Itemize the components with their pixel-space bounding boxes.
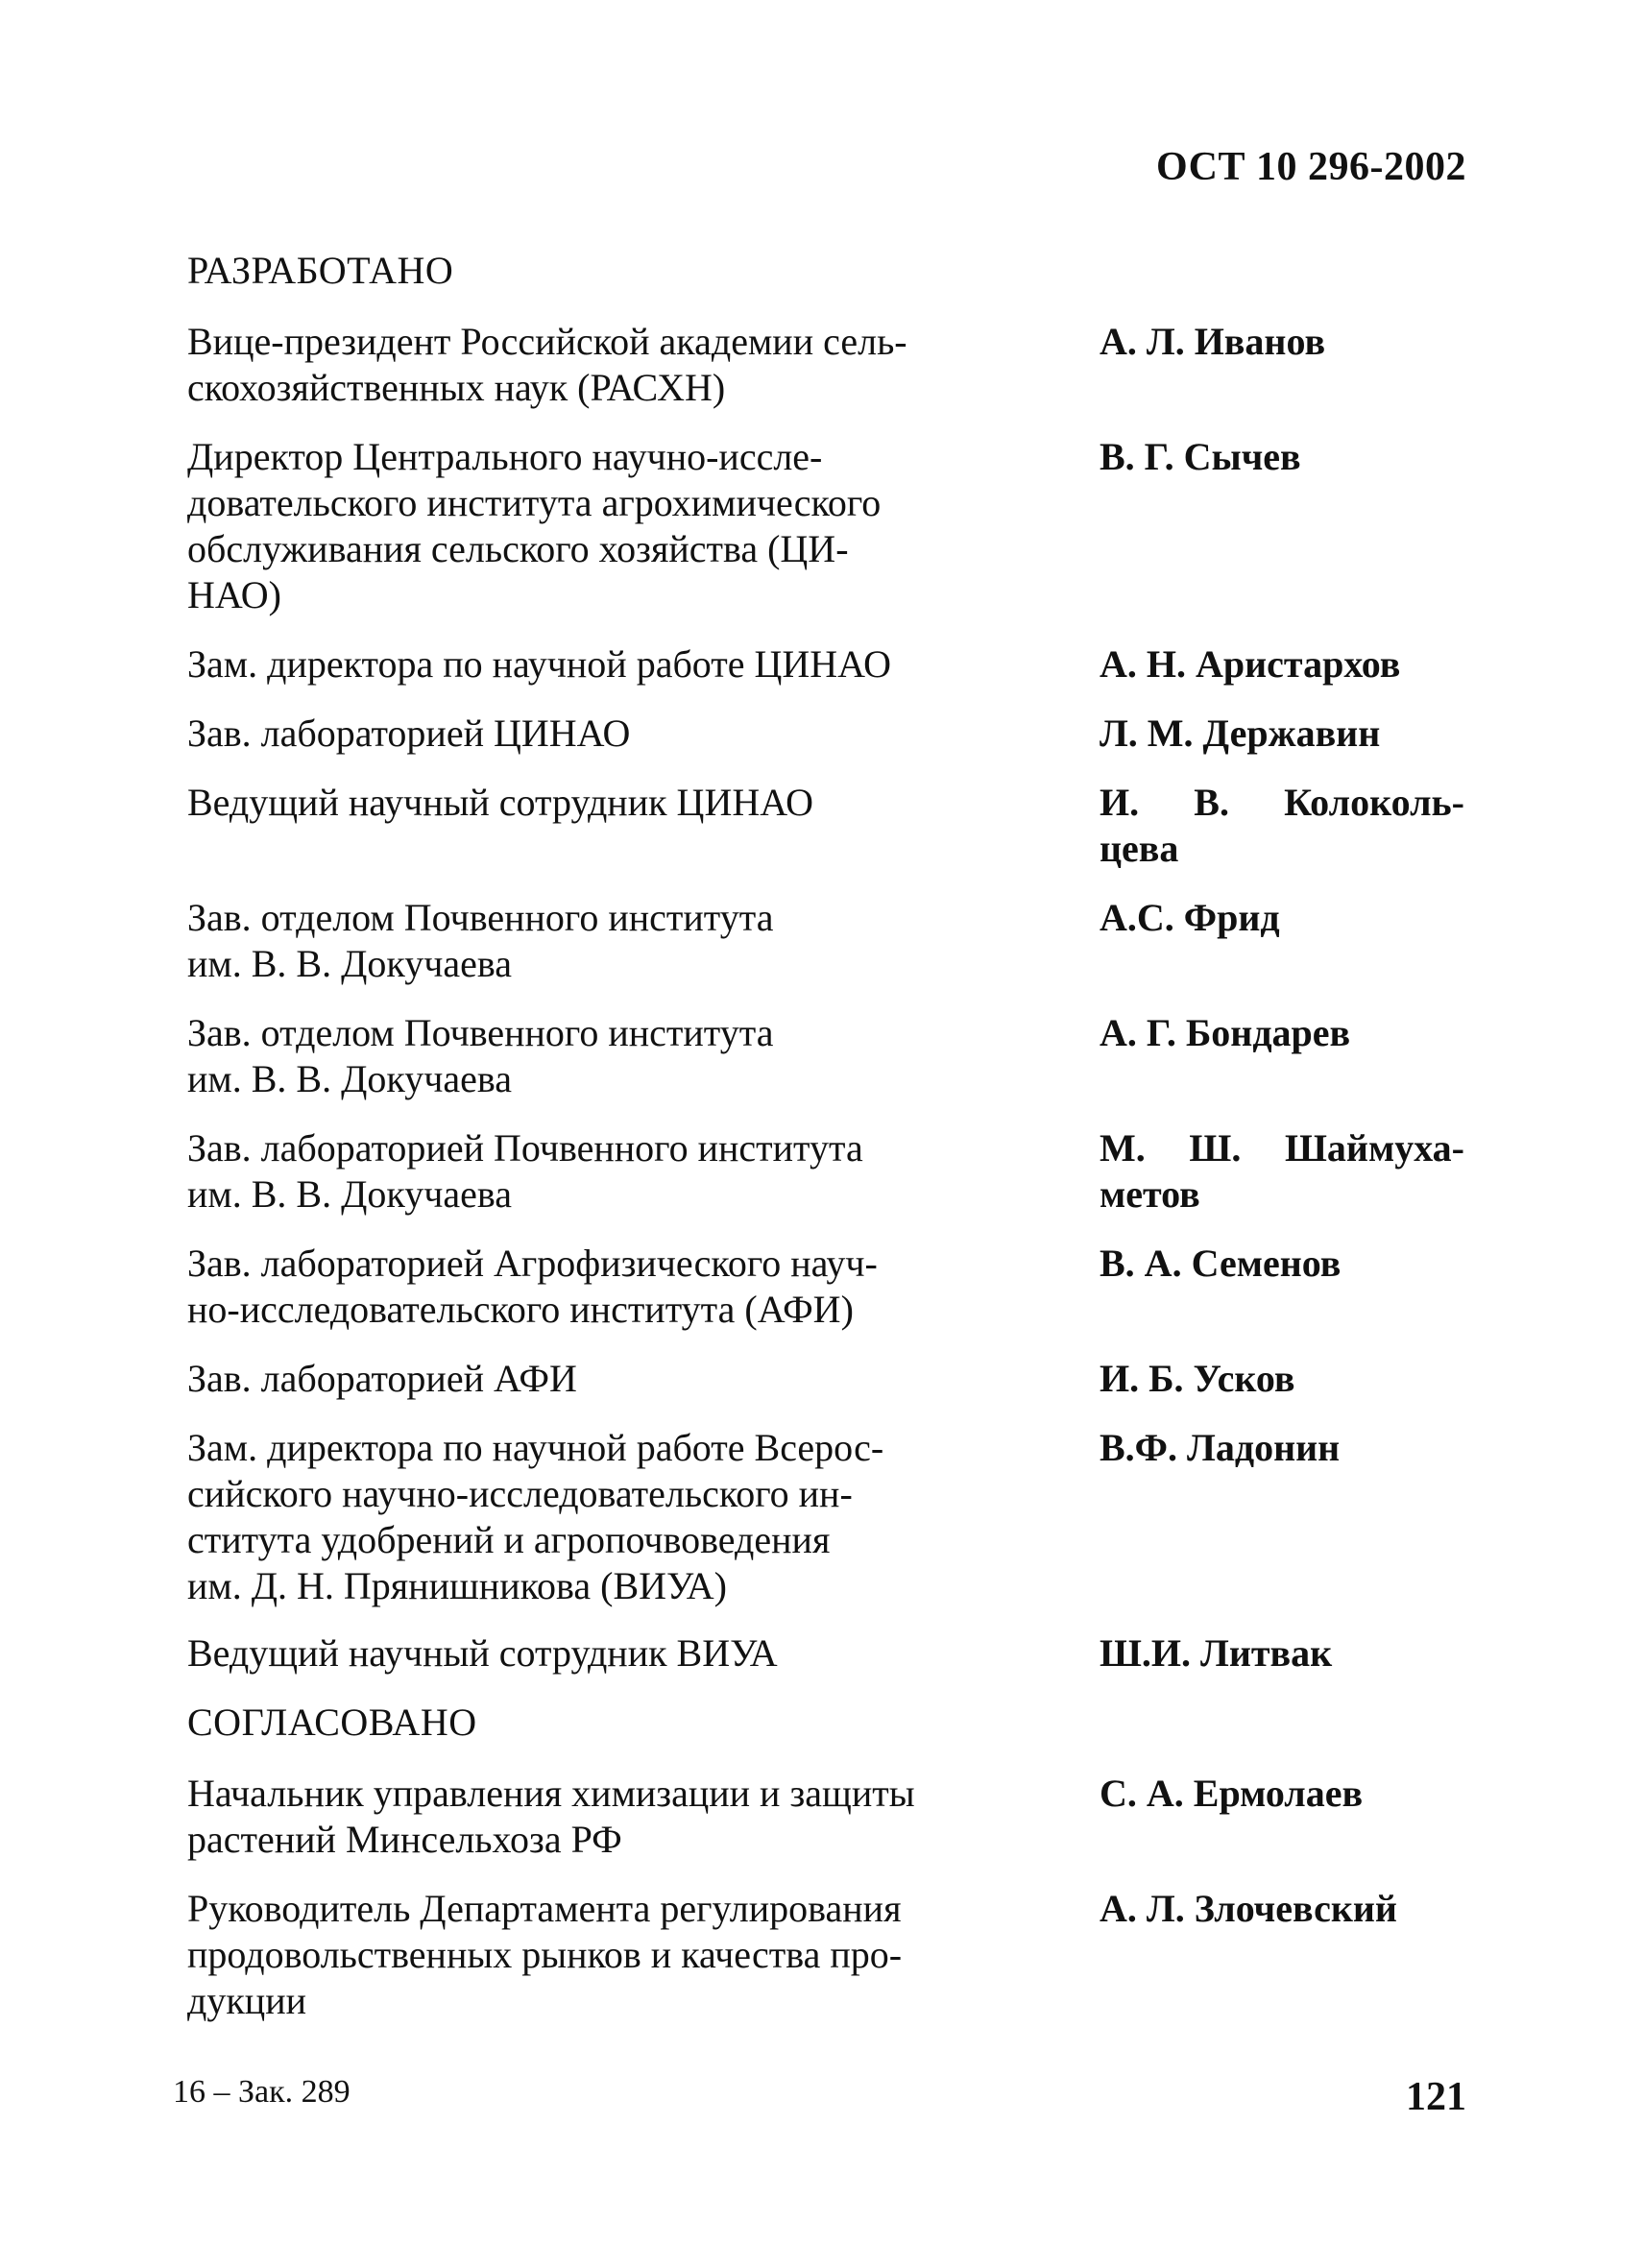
entry-name: И. В. Колоколь- цева	[1100, 781, 1464, 870]
entry-name: А. Л. Злочевский	[1100, 1887, 1397, 1930]
entry-role: Зам. директора по научной работе Всерос- сийского научно-исследовательского ин- ститута удобрений и агропочвоведения им. Д. Н. Прянишникова (ВИУА)	[187, 1426, 884, 1607]
section-heading-developed: РАЗРАБОТАНО	[187, 249, 454, 292]
order-reference: 16 – Зак. 289	[173, 2074, 351, 2110]
entry-name: А.С. Фрид	[1100, 896, 1280, 939]
entry-role: Ведущий научный сотрудник ЦИНАО	[187, 781, 813, 824]
entry-role: Начальник управления химизации и защиты растений Минсельхоза РФ	[187, 1772, 915, 1861]
entry-role: Зав. отделом Почвенного института им. В. В. Докучаева	[187, 1011, 774, 1100]
page-number: 121	[1406, 2075, 1466, 2119]
entry-role: Зав. лабораторией Агрофизического науч- но-исследовательского института (АФИ)	[187, 1242, 878, 1331]
entry-name: М. Ш. Шаймуха- метов	[1100, 1126, 1464, 1216]
entry-name: В. Г. Сычев	[1100, 435, 1301, 478]
entry-role: Директор Центрального научно-иссле- довательского института агрохимического обслуживания сельского хозяйства (ЦИ- НАО)	[187, 435, 882, 616]
entry-role: Вице-президент Российской академии сель- скохозяйственных наук (РАСХН)	[187, 320, 907, 409]
entry-name: Л. М. Державин	[1100, 712, 1381, 755]
document-code: ОСТ 10 296-2002	[1155, 145, 1466, 189]
entry-role: Руководитель Департамента регулирования продовольственных рынков и качества про- дукции	[187, 1887, 903, 2022]
entry-role: Зав. лабораторией АФИ	[187, 1357, 577, 1400]
section-heading-agreed: СОГЛАСОВАНО	[187, 1701, 477, 1744]
entry-name: Ш.И. Литвак	[1100, 1631, 1333, 1675]
entry-name: А. Г. Бондарев	[1100, 1011, 1351, 1054]
entry-name: С. А. Ермолаев	[1100, 1772, 1364, 1815]
entry-name: В.Ф. Ладонин	[1100, 1426, 1341, 1469]
entry-role: Зав. лабораторией Почвенного института им. В. В. Докучаева	[187, 1126, 863, 1216]
entry-name: И. Б. Усков	[1100, 1357, 1295, 1400]
entry-name: В. А. Семенов	[1100, 1242, 1342, 1285]
entry-name: А. Л. Иванов	[1100, 320, 1326, 363]
entry-role: Зав. лабораторией ЦИНАО	[187, 712, 631, 755]
entry-role: Зам. директора по научной работе ЦИНАО	[187, 642, 891, 686]
entry-role: Ведущий научный сотрудник ВИУА	[187, 1631, 778, 1675]
entry-name: А. Н. Аристархов	[1100, 642, 1401, 686]
entry-role: Зав. отделом Почвенного института им. В. В. Докучаева	[187, 896, 774, 985]
